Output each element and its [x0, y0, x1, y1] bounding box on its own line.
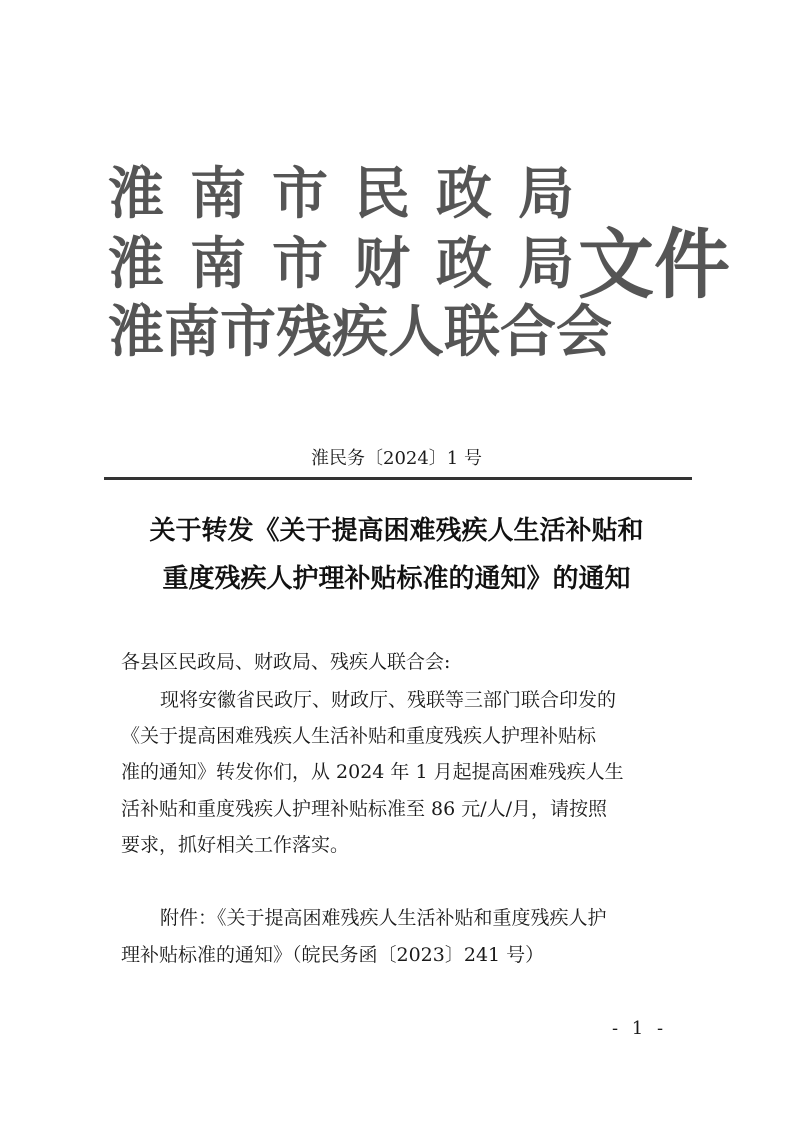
issuer-finance-bureau: 淮南市财政局	[108, 232, 600, 297]
document-header	[108, 150, 728, 370]
header-divider	[104, 477, 692, 480]
document-title-line-1: 关于转发《关于提高困难残疾人生活补贴和	[149, 516, 644, 546]
attachment-line: 附件：《关于提高困难残疾人生活补贴和重度残疾人护	[160, 907, 607, 929]
document-title-line-2: 重度残疾人护理补贴标准的通知》的通知	[162, 564, 631, 594]
page-number: - 1 -	[612, 1018, 668, 1039]
document-number: 淮民务〔2024〕1 号	[311, 448, 482, 469]
paragraph-line: 准的通知》转发你们，从 2024 年 1 月起提高困难残疾人生	[121, 761, 624, 783]
salutation: 各县区民政局、财政局、残疾人联合会:	[121, 651, 451, 673]
attachment-line: 理补贴标准的通知》（皖民务函〔2023〕241 号）	[121, 944, 545, 966]
paragraph-line: 《关于提高困难残疾人生活补贴和重度残疾人护理补贴标	[121, 725, 597, 747]
issuer-disabled-persons-federation: 淮南市残疾人联合会	[108, 300, 612, 365]
paragraph-line: 活补贴和重度残疾人护理补贴标准至 86 元/人/月，请按照	[121, 798, 608, 820]
document-word: 文件	[578, 220, 730, 309]
paragraph-line: 要求，抓好相关工作落实。	[121, 834, 350, 856]
issuer-civil-affairs-bureau: 淮南市民政局	[108, 162, 600, 227]
paragraph-line: 现将安徽省民政厅、财政厅、残联等三部门联合印发的	[160, 689, 617, 711]
